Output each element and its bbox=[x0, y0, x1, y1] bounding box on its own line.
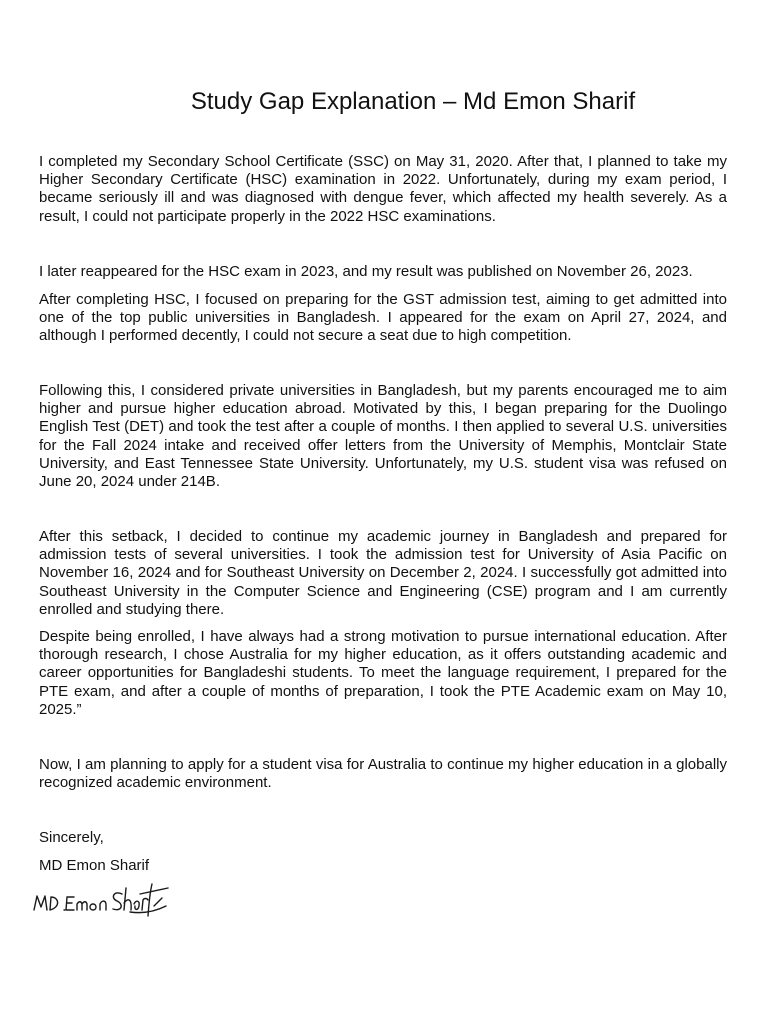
handwritten-signature bbox=[30, 876, 172, 918]
document-title: Study Gap Explanation – Md Emon Sharif bbox=[190, 88, 636, 115]
paragraph-southeast-university: After this setback, I decided to continue my academic journey in Bangladesh and prepared for admission tests of several universities. I took the admission test for University of Asia Pacific on November 16, 2024 and for Southeast University on December 2, 2024. I successfully got admitted into Southeast University in the Computer Science and Engineering (CSE) program and I am currently enrolled and studying there. bbox=[39, 528, 727, 618]
paragraph-us-applications: Following this, I considered private universities in Bangladesh, but my parents encouraged me to aim higher and pursue higher education abroad. Motivated by this, I began preparing for the Duolingo English Test (DET) and took the test after a couple of months. I then applied to several U.S. universities for the Fall 2024 intake and received offer letters from the University of Memphis, Montclair State University, and East Tennessee State University. Unfortunately, my U.S. student visa was refused on June 20, 2024 under 214B. bbox=[39, 382, 727, 491]
signer-name: MD Emon Sharif bbox=[39, 857, 150, 874]
paragraph-hsc-reappear: I later reappeared for the HSC exam in 2023, and my result was published on November 26, 2023. bbox=[39, 263, 693, 280]
paragraph-visa-plan: Now, I am planning to apply for a student visa for Australia to continue my higher education in a globally recognized academic environment. bbox=[39, 756, 727, 792]
paragraph-gst-admission: After completing HSC, I focused on preparing for the GST admission test, aiming to get admitted into one of the top public universities in Bangladesh. I appeared for the exam on April 27, 2024, and although I performed decently, I could not secure a seat due to high competition. bbox=[39, 291, 727, 345]
paragraph-ssc-hsc-illness: I completed my Secondary School Certificate (SSC) on May 31, 2020. After that, I planned to take my Higher Secondary Certificate (HSC) examination in 2022. Unfortunately, during my exam period, I became seriously ill and was diagnosed with dengue fever, which affected my health severely. As a result, I could not participate properly in the 2022 HSC examinations. bbox=[39, 153, 727, 225]
paragraph-australia-pte: Despite being enrolled, I have always had a strong motivation to pursue international education. After thorough research, I chose Australia for my higher education, as it offers outstanding academic and career opportunities for Bangladeshi students. To meet the language requirement, I prepared for the PTE exam, and after a couple of months of preparation, I took the PTE Academic exam on May 10, 2025.” bbox=[39, 628, 727, 718]
closing-salutation: Sincerely, bbox=[39, 829, 104, 846]
